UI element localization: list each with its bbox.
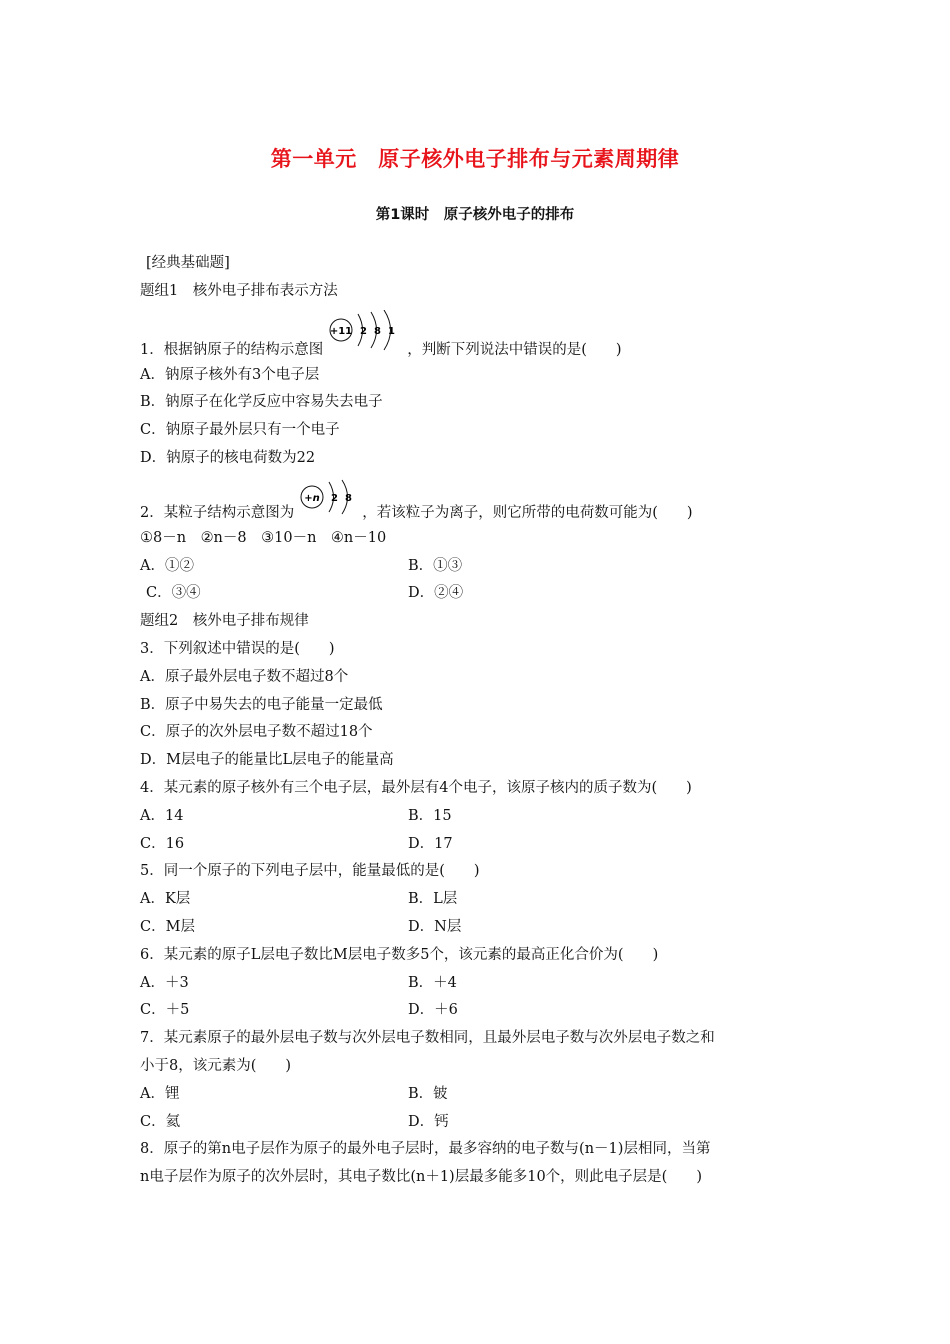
question-2-option-a: A．①② xyxy=(140,557,194,574)
group-heading-1: 题组1 核外电子排布表示方法 xyxy=(140,282,338,299)
question-7-option-c: C．氦 xyxy=(140,1113,181,1130)
question-3-stem: 3．下列叙述中错误的是( ) xyxy=(140,640,335,657)
question-6-options-row-2 xyxy=(140,997,820,1025)
question-6-option-c: C．＋5 xyxy=(140,1002,190,1019)
question-5-options-row-1 xyxy=(140,886,820,914)
question-5-option-d: D．N层 xyxy=(408,918,462,935)
section-label: [经典基础题] xyxy=(146,255,230,271)
shell-electron-count: 2 xyxy=(331,492,339,504)
question-4-options-row-2 xyxy=(140,831,820,859)
question-7-option-a: A．锂 xyxy=(140,1085,180,1102)
question-2-stem-after: ，若该粒子为离子，则它所带的电荷数可能为( ) xyxy=(362,504,693,521)
question-2-options-row-2 xyxy=(140,580,820,608)
question-5-stem: 5．同一个原子的下列电子层中，能量最低的是( ) xyxy=(140,863,480,880)
question-3-option-d: D．M层电子的能量比L层电子的能量高 xyxy=(140,752,394,769)
page-title: 第一单元 原子核外电子排布与元素周期律 xyxy=(270,147,680,171)
question-7-stem-line-2: 小于8，该元素为( ) xyxy=(140,1057,292,1074)
question-8-stem-line-1: 8．原子的第n电子层作为原子的最外电子层时，最多容纳的电子数与(n－1)层相同，当第 xyxy=(140,1141,711,1158)
question-6-option-a: A．＋3 xyxy=(140,974,189,991)
question-4-option-a: A．14 xyxy=(140,807,184,824)
question-1-stem-after: ，判断下列说法中错误的是( ) xyxy=(407,341,622,358)
question-5-option-a: A．K层 xyxy=(140,891,191,908)
shell-electron-count: 8 xyxy=(374,325,382,337)
question-7-option-b: B．铍 xyxy=(408,1085,448,1102)
question-7-options-row-2 xyxy=(140,1109,820,1137)
question-2-choices: ①8－n ②n－8 ③10－n ④n－10 xyxy=(140,529,387,546)
question-6-stem: 6．某元素的原子L层电子数比M层电子数多5个，该元素的最高正化合价为( ) xyxy=(140,946,659,963)
question-6-options-row-1 xyxy=(140,970,820,998)
question-3-option-b: B．原子中易失去的电子能量一定最低 xyxy=(140,696,383,713)
question-2-options-row-1 xyxy=(140,553,820,581)
shell-electron-count: 2 xyxy=(360,325,368,337)
particle-structure-diagram xyxy=(298,479,358,523)
question-5-option-b: B．L层 xyxy=(408,891,458,908)
question-2-option-c: C．③④ xyxy=(146,585,201,602)
question-3-option-a: A．原子最外层电子数不超过8个 xyxy=(140,668,349,685)
question-3-option-c: C．原子的次外层电子数不超过18个 xyxy=(140,724,373,741)
question-8-stem-line-2: n电子层作为原子的次外层时，其电子数比(n＋1)层最多能多10个，则此电子层是( ) xyxy=(140,1169,702,1186)
nucleus-charge: +11 xyxy=(330,325,353,337)
question-4-option-d: D．17 xyxy=(408,835,453,852)
shell-electron-count: 1 xyxy=(388,325,396,337)
question-1-option-c: C．钠原子最外层只有一个电子 xyxy=(140,422,340,439)
question-2-stem-before: 2．某粒子结构示意图为 xyxy=(140,504,295,521)
question-6-option-b: B．＋4 xyxy=(408,974,457,991)
question-6-option-d: D．＋6 xyxy=(408,1002,458,1019)
group-heading-2: 题组2 核外电子排布规律 xyxy=(140,613,309,630)
sodium-atom-structure-diagram xyxy=(327,310,403,360)
question-7-stem-line-1: 7．某元素原子的最外层电子数与次外层电子数相同，且最外层电子数与次外层电子数之和 xyxy=(140,1030,715,1047)
question-4-stem: 4．某元素的原子核外有三个电子层，最外层有4个电子，该原子核内的质子数为( ) xyxy=(140,779,692,796)
question-7-option-d: D．钙 xyxy=(408,1113,449,1130)
shell-electron-count: 8 xyxy=(345,492,353,504)
question-1-option-a: A．钠原子核外有3个电子层 xyxy=(140,366,320,383)
lesson-subtitle: 第1课时 原子核外电子的排布 xyxy=(375,207,575,223)
nucleus-charge: +n xyxy=(304,492,320,504)
question-5-option-c: C．M层 xyxy=(140,918,195,935)
question-5-options-row-2 xyxy=(140,914,820,942)
question-4-options-row-1 xyxy=(140,803,820,831)
question-1-stem-before: 1．根据钠原子的结构示意图 xyxy=(140,341,324,358)
question-1-option-d: D．钠原子的核电荷数为22 xyxy=(140,449,316,466)
question-1 xyxy=(140,306,820,362)
question-2-option-d: D．②④ xyxy=(408,585,464,602)
question-7-options-row-1 xyxy=(140,1081,820,1109)
worksheet-body xyxy=(140,250,820,1192)
question-2 xyxy=(140,473,820,525)
question-1-option-b: B．钠原子在化学反应中容易失去电子 xyxy=(140,394,383,411)
question-2-option-b: B．①③ xyxy=(408,557,463,574)
question-4-option-c: C．16 xyxy=(140,835,185,852)
question-4-option-b: B．15 xyxy=(408,807,452,824)
